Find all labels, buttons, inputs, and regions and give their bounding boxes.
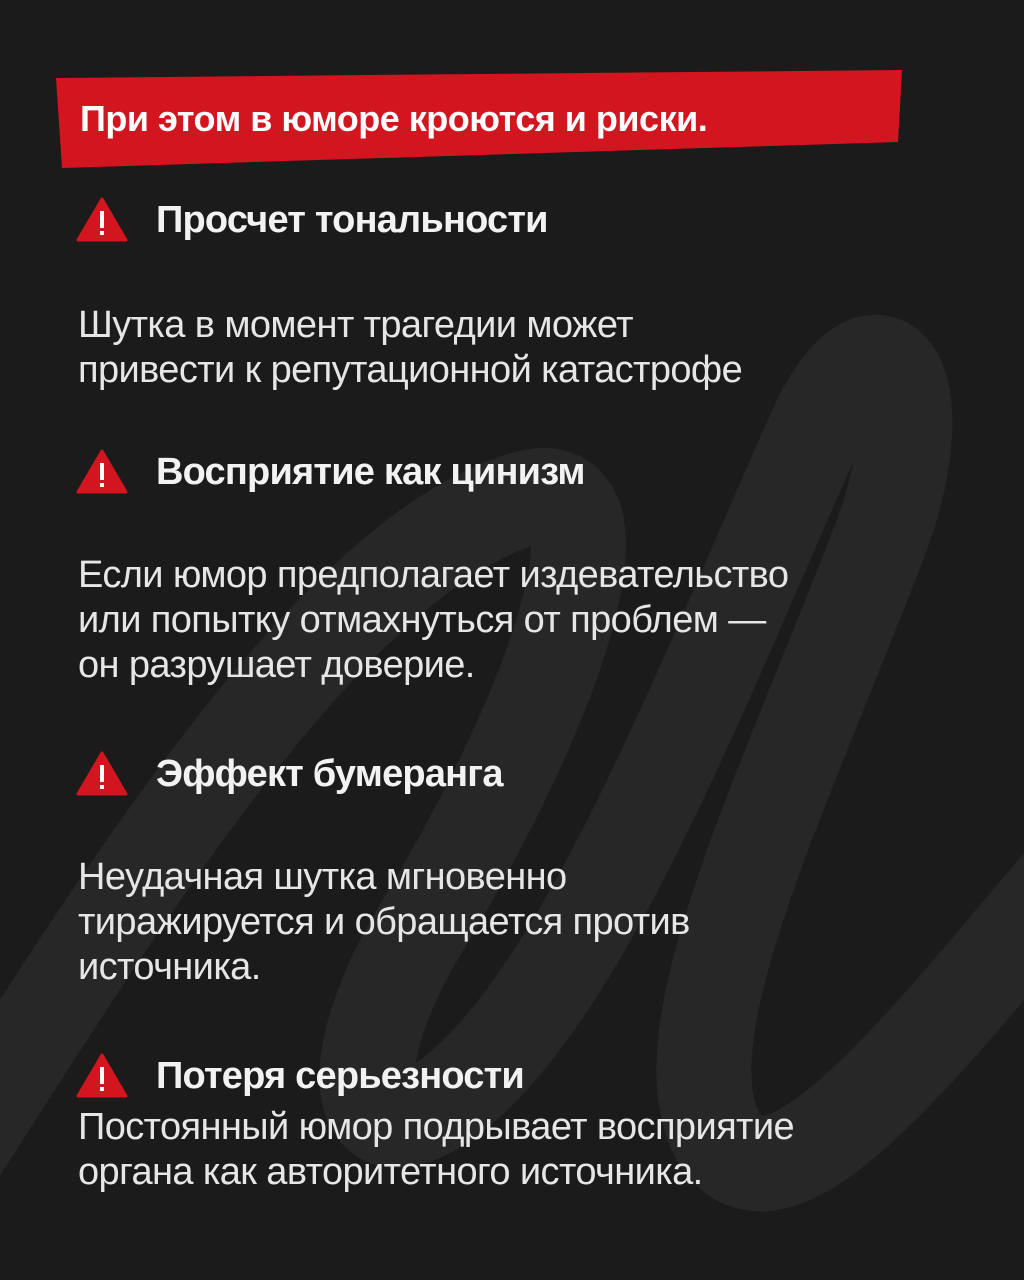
risk-title: Потеря серьезности [156,1054,524,1097]
risk-description-line: привести к репутационной катастрофе [78,349,743,391]
risk-title: Просчет тональности [156,198,548,241]
risk-heading-tonality [76,194,548,246]
risk-description [78,1105,978,1195]
risk-description-line: тиражируется и обращается против [78,901,690,943]
risk-description [78,855,978,990]
warning-icon [76,751,128,797]
risk-description [78,303,978,393]
risk-title: Эффект бумеранга [156,752,503,795]
risk-description-line: Постоянный юмор подрывает восприятие [78,1106,795,1148]
risk-description-line: Если юмор предполагает издевательство [78,554,789,596]
warning-icon [76,449,128,495]
risk-description-line: источника. [78,946,261,988]
risk-heading-cynicism [76,446,585,498]
risk-description-line: Шутка в момент трагедии может [78,304,633,346]
risk-title: Восприятие как цинизм [156,450,585,493]
risk-description-line: Неудачная шутка мгновенно [78,856,567,898]
warning-icon [76,197,128,243]
risk-heading-boomerang [76,748,503,800]
page-title: При этом в юморе кроются и риски. [80,98,708,139]
risk-description [78,553,978,688]
risk-description-line: или попытку отмахнуться от проблем — [78,599,766,641]
risk-description-line: органа как авторитетного источника. [78,1151,703,1193]
risk-description-line: он разрушает доверие. [78,644,475,686]
warning-icon [76,1053,128,1099]
risk-heading-seriousness [76,1050,524,1102]
